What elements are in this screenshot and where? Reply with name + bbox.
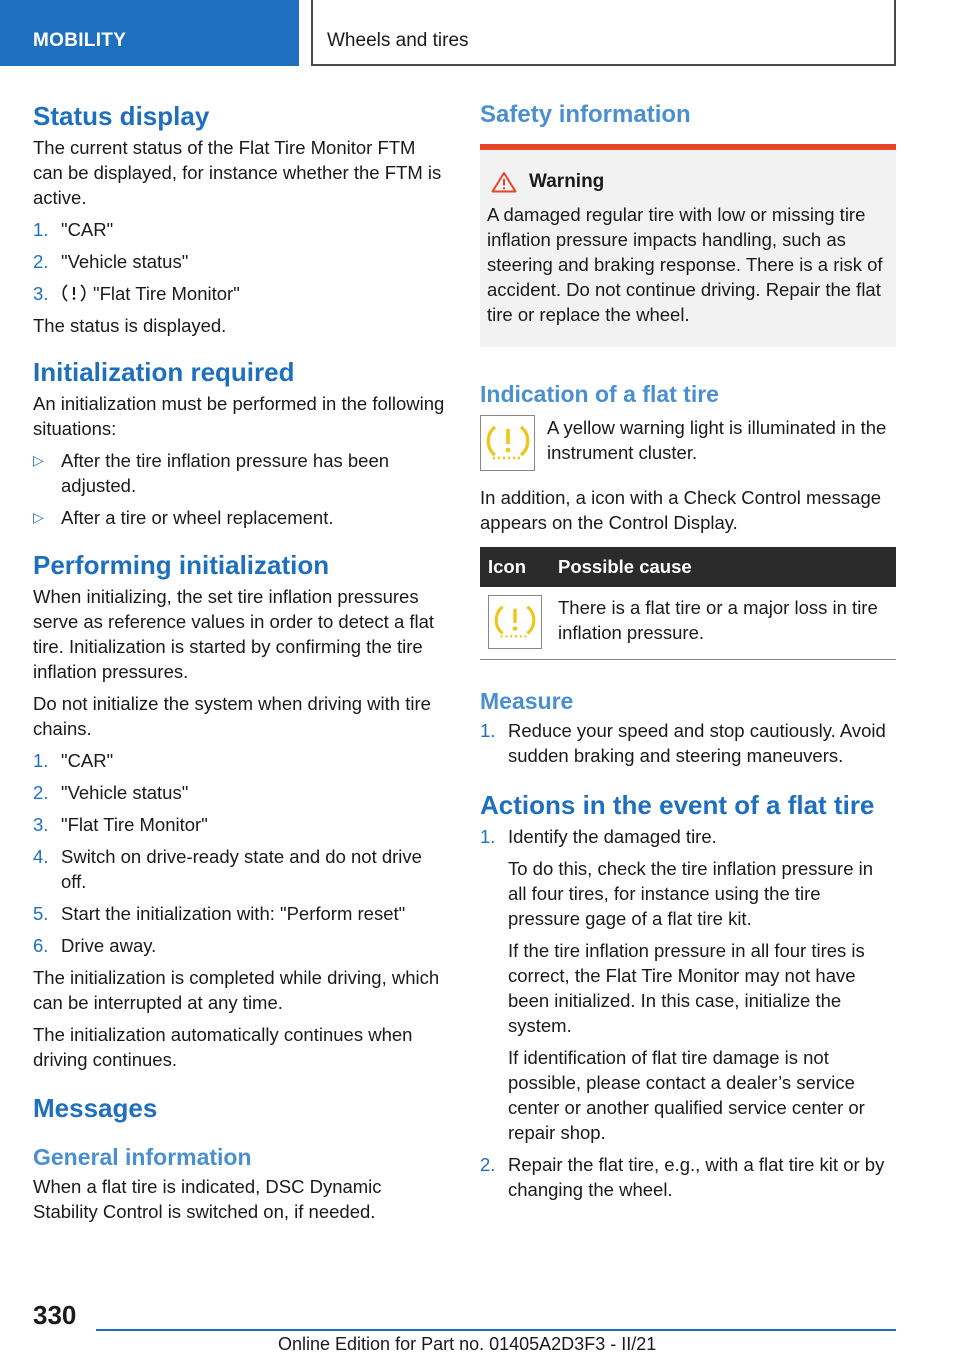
table-header-cause: Possible cause (550, 547, 896, 587)
edition-note: Online Edition for Part no. 01405A2D3F3 - II/21 (278, 1334, 657, 1354)
list-item: 1. "CAR" (33, 750, 114, 771)
warning-text: A damaged regular tire with low or missing tire inflation pressure impacts handling, such as steering and braking response. There is a risk of accident. Do not continue driving. Repair the flat tire or replace the wheel. (487, 204, 883, 325)
list-item: 3. "Flat Tire Monitor" (33, 814, 208, 835)
performing-init-steps (33, 748, 445, 958)
left-column (33, 100, 445, 1231)
tire-pressure-warning-icon (61, 283, 87, 303)
list-item: ▷ After the tire inflation pressure has been adjusted. (33, 450, 390, 496)
list-item: 1. Identify the damaged tire. To do this, check the tire inflation pressure in all four tires, for instance using the tire pressure gage of a flat tire kit. If the tire inflation pressure in all four tires is correct, the Flat Tire Monitor may not have been initialized. In this case, initialize the system. If identification of flat tire damage is not possible, please contact a dealer’s service center or another qualified service center or repair shop. (480, 826, 874, 1143)
performing-init-p3: The initialization is completed while driving, which can be interrupted at any time. (33, 967, 440, 1013)
warning-box (480, 144, 896, 347)
section-title: MOBILITY (0, 0, 299, 66)
warning-title: Warning (487, 170, 888, 194)
yellow-warning-light-icon (480, 415, 535, 471)
measure-heading: Measure (480, 688, 574, 714)
init-required-bullets (33, 448, 445, 530)
indication-heading: Indication of a flat tire (480, 381, 719, 407)
right-column (480, 100, 896, 1209)
table-row (480, 587, 896, 660)
status-display-intro: The current status of the Flat Tire Monitor FTM can be displayed, for instance whether the FTM is active. (33, 137, 442, 208)
general-info-text: When a flat tire is indicated, DSC Dynamic Stability Control is switched on, if needed. (33, 1176, 382, 1222)
performing-init-p4: The initialization automatically continues when driving continues. (33, 1024, 413, 1070)
general-info-heading: General information (33, 1144, 252, 1170)
list-item: 3. "Flat Tire Monitor" (33, 283, 240, 304)
actions-steps (480, 824, 896, 1202)
indicator-row (480, 415, 896, 471)
safety-info-heading: Safety information (480, 101, 691, 128)
status-display-heading: Status display (33, 101, 210, 131)
tire-pressure-warning-icon (488, 595, 542, 649)
page-footer (0, 1296, 960, 1362)
status-display-steps (33, 217, 445, 306)
bullet-icon: ▷ (33, 452, 44, 468)
page-number: 330 (33, 1300, 77, 1330)
list-item: 2. Repair the flat tire, e.g., with a flat tire kit or by changing the wheel. (480, 1154, 885, 1200)
table-header-icon: Icon (480, 547, 550, 587)
indication-p1: In addition, a icon with a Check Control message appears on the Control Display. (480, 487, 882, 533)
performing-init-heading: Performing initialization (33, 550, 330, 580)
list-item: 6. Drive away. (33, 935, 157, 956)
actions-heading: Actions in the event of a flat tire (480, 790, 875, 820)
list-item: 2. "Vehicle status" (33, 782, 189, 803)
list-item: 4. Switch on drive-ready state and do not drive off. (33, 846, 422, 892)
footer-divider (96, 1329, 896, 1331)
list-item: 1. "CAR" (33, 219, 114, 240)
chapter-title: Wheels and tires (311, 0, 896, 66)
page-header (0, 0, 960, 66)
list-item: ▷ After a tire or wheel replacement. (33, 507, 334, 528)
warning-triangle-icon (491, 171, 517, 193)
list-item: 5. Start the initialization with: "Perform reset" (33, 903, 406, 924)
messages-heading: Messages (33, 1093, 158, 1123)
indicator-text: A yellow warning light is illuminated in the instrument cluster. (547, 417, 887, 463)
table-cell-cause: There is a flat tire or a major loss in tire inflation pressure. (558, 597, 878, 643)
init-required-heading: Initialization required (33, 357, 295, 387)
init-required-intro: An initialization must be performed in the following situations: (33, 393, 445, 439)
performing-init-p1: When initializing, the set tire inflation pressures serve as reference values in order to detect a flat tire. Initialization is started by confirming the tire inflation pressures. (33, 586, 435, 682)
status-display-outro: The status is displayed. (33, 315, 227, 336)
check-control-table (480, 547, 896, 660)
list-item: 2. "Vehicle status" (33, 251, 189, 272)
list-item: 1. Reduce your speed and stop cautiously. Avoid sudden braking and steering maneuvers. (480, 720, 886, 766)
performing-init-p2: Do not initialize the system when driving with tire chains. (33, 693, 431, 739)
bullet-icon: ▷ (33, 509, 44, 525)
measure-steps (480, 718, 896, 768)
